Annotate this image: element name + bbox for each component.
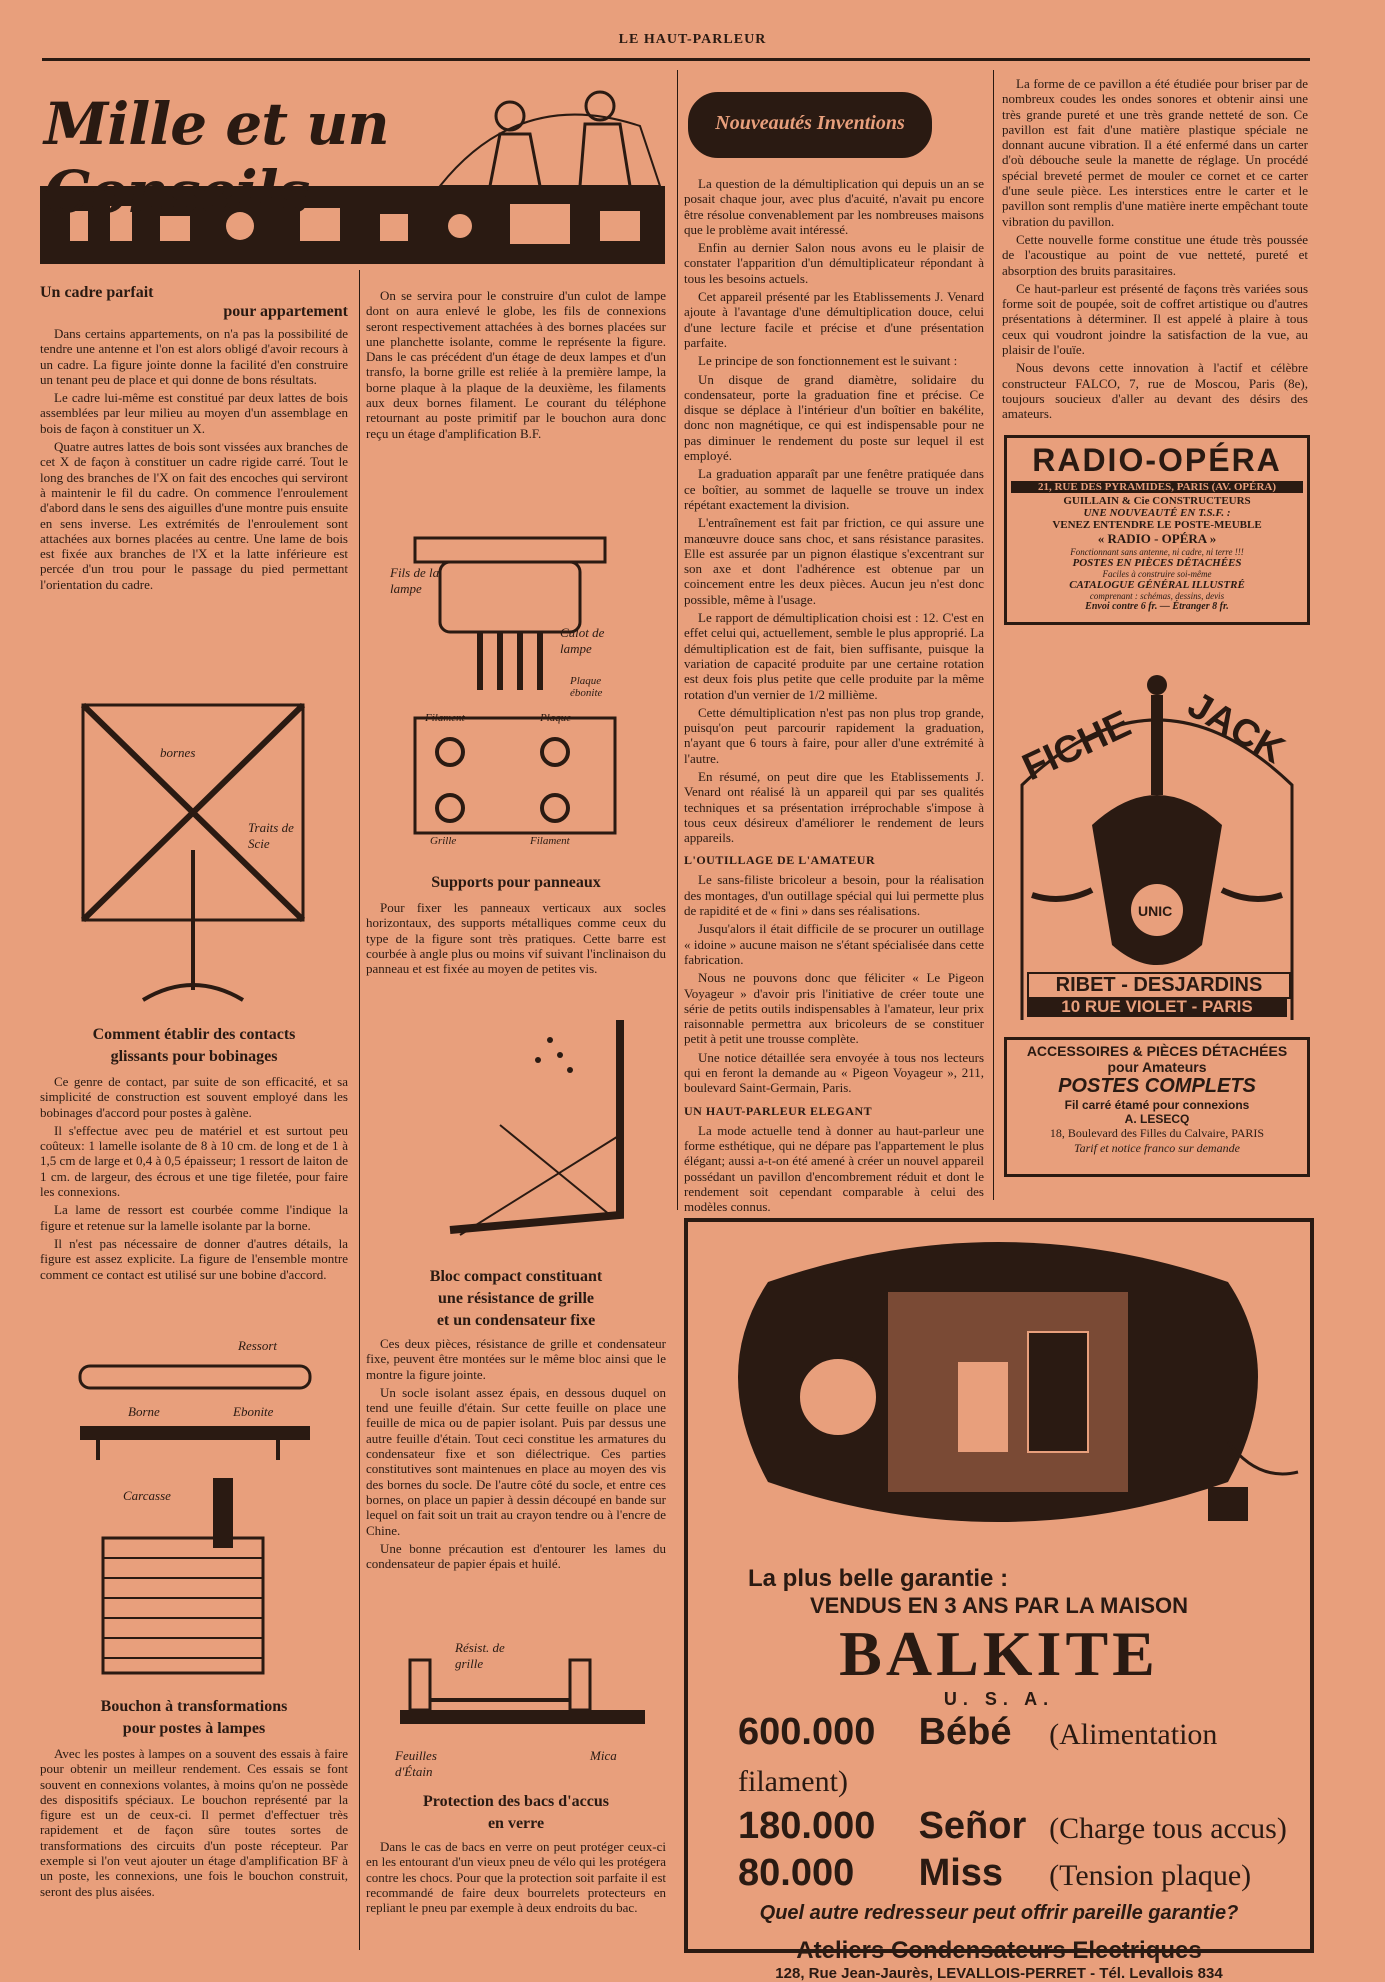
paragraph: On se servira pour le construire d'un culot de lampe dont on aura enlevé le globe, les fils de connexions seront respectivement attachées à des bornes placées sur une planchette isolante, comme le représente la figure. Dans le cas précédent d'un étage de deux lampes et d'un transfo, la borne grille est reliée à la première lampe, la borne plaque à la plaque de la deuxième, les filaments aux deux bornes filament. Le courant du téléphone retournant au poste primitif par le bouchon aura donc reçu un étage d'amplification B.F.: [366, 288, 666, 441]
fig-label: Filament: [425, 712, 465, 724]
ad-line: A. LESECQ: [1124, 1112, 1190, 1126]
column-4: [1002, 76, 1308, 425]
article-title: Bouchon à transformations: [100, 1698, 288, 1715]
fig-label: Plaque ébonite: [570, 675, 603, 699]
paragraph: Le cadre lui-même est constitué par deux lattes de bois assemblées par leur milieu au moyen d'un assemblage en bois de façon à constituer un X.: [40, 390, 348, 436]
paragraph: Ce haut-parleur est présenté de façons très variées sous forme soit de poupée, soit de coffret artistique ou d'autres présentations à déterminer. Il est appelé à plaire à tous ceux qui voudront joindre la satisfaction de la vue, au plaisir de l'ouïe.: [1002, 280, 1308, 358]
fig-label: Carcasse: [123, 1488, 171, 1503]
fig-label: Traits de Scie: [248, 820, 294, 851]
paragraph: Pour fixer les panneaux verticaux aux socles horizontaux, des supports métalliques comme ceux du type de la figure sont très pratiques. Cette barre est courbée à angle plus ou moins vif suivant l'inclinaison du panneau et est fixée au moyen de petites vis.: [366, 900, 666, 977]
ad-line: ACCESSOIRES & PIÈCES DÉTACHÉES: [1026, 1043, 1288, 1059]
row-model: Señor: [918, 1805, 1027, 1847]
support-drawing: [420, 1015, 650, 1255]
row-model: Bébé: [918, 1711, 1012, 1753]
column-2-article-5: [366, 1268, 666, 1574]
column-1: [40, 284, 348, 595]
article-title: en verre: [487, 1815, 545, 1832]
balkite-row: [688, 1804, 1310, 1851]
column-2: [366, 288, 666, 444]
cadre-figure: [78, 700, 308, 1010]
paragraph: Ce genre de contact, par suite de son efficacité, et sa simplicité de construction est souvent employé dans les bobinages d'accord pour postes à galène.: [40, 1074, 348, 1120]
paragraph: La graduation apparaît par une fenêtre pratiquée dans ce boîtier, au sommet de laquelle se trouve un index répétant exactement la division.: [684, 466, 984, 512]
paragraph: Nous ne pouvons donc que féliciter « Le Pigeon Voyageur » d'avoir pris l'initiative de créer toute une série de petits outils indispensables à l'amateur, leur prix raisonnable permettra aux bricoleurs de se constituer petit à petit une trousse complète.: [684, 970, 984, 1047]
ad-word: JACK: [1180, 684, 1292, 773]
paragraph: Cette nouvelle forme constitue une étude très poussée de l'acoustique au point de vue netteté, pureté et absorption des bruits parasitaires.: [1002, 231, 1308, 278]
ad-line: Fil carré étamé pour connexions: [1064, 1098, 1250, 1112]
paragraph: Le sans-filiste bricoleur a besoin, pour la réalisation des montages, d'un outillage spécial qui lui permette plus de rapidité et de « fini » dans ses réalisations.: [684, 872, 984, 919]
paragraph: Quatre autres lattes de bois sont vissées aux branches de cet X de façon à constituer un cadre rigide carré. Tout le long des branches de l'X on fait des encoches qui serviront à maintenir le fil du cadre. On commence l'enroulement d'abord dans le sens des aiguilles d'une montre puis ensuite en sens inverse. Les extrémités de l'enroulement sont attachées aux bornes placées au centre. Une lame de bois est fixée aux branches de l'X et la latte inférieure est percée d'un trou pour le passage du pied permettant l'orientation du cadre.: [40, 439, 348, 592]
paragraph: En résumé, on peut dire que les Etablissements J. Venard ont réalisé là un appareil qui par ses qualités techniques et sa présentation irréprochable s'impose à tous ceux désireux d'améliorer le rendement de leurs appareils.: [684, 768, 984, 846]
ad-line: Faciles à construire soi-même: [1102, 569, 1212, 579]
contacts-drawing: [78, 1338, 318, 1678]
ad-word: FICHE: [1016, 702, 1138, 790]
column-2-article-6: [366, 1793, 666, 1918]
ad-address: 128, Rue Jean-Jaurès, LEVALLOIS-PERRET - Tél. Levallois 834: [775, 1965, 1223, 1982]
article-title: Protection des bacs d'accus: [423, 1793, 609, 1810]
ad-line: 10 RUE VIOLET - PARIS: [1027, 997, 1287, 1017]
column-rule: [993, 70, 994, 1200]
ad-line: UNE NOUVEAUTÉ EN T.S.F. :: [1083, 507, 1231, 519]
balkite-row: [688, 1851, 1310, 1898]
row-desc: (Tension plaque): [1049, 1859, 1252, 1892]
paragraph: La lame de ressort est courbée comme l'indique la figure et retenue sur la lamelle isolante par la borne.: [40, 1202, 348, 1233]
paragraph: Le principe de son fonctionnement est le suivant :: [698, 353, 958, 369]
ad-maker: Ateliers Condensateurs Electriques: [796, 1937, 1202, 1964]
ad-address: 21, RUE DES PYRAMIDES, PARIS (AV. OPÉRA): [1011, 481, 1303, 493]
ad-brand: BALKITE: [839, 1618, 1159, 1689]
row-qty: 180.000: [738, 1805, 876, 1847]
fig-label: Borne: [128, 1404, 160, 1419]
paragraph: La forme de ce pavillon a été étudiée pour briser par de nombreux coudes les ondes sonores et obtenir ainsi une très grande pureté et une très grande netteté de son. Ce pavillon est fait d'une matière plastique spéciale ne donnant aucune vibration. Il a été enfermé dans un carter d'où débouche seule la manette de réglage. Un procédé spécial breveté permet de mouler ce cornet et ce carter d'une seule pièce. Les interstices entre le carter et le pavillon sont remplis d'une matière inerte empêchant toute vibration du pavillon.: [1002, 76, 1308, 229]
paragraph: Avec les postes à lampes on a souvent des essais à faire pour obtenir un meilleur rendement. Ces essais se font souvent en connexions volantes, à moins qu'on ne possède des dispositifs spéciaux. Le bouchon représenté par la figure est un de ceux-ci. Il permet d'effectuer très rapidement et de façon sûre toutes sortes de transformations des circuits d'un poste récepteur. Par exemple si l'on veut ajouter un étage d'amplification BF à un poste, les connexions, une fois le bouchon construit, seront des plus aisées.: [40, 1746, 348, 1899]
ad-line: « RADIO - OPÉRA »: [1097, 531, 1217, 546]
bouchon-figure: [390, 490, 630, 860]
paragraph: Dans certains appartements, on n'a pas la possibilité de tendre une antenne et l'on est alors obligé d'avoir recours à un cadre. La figure jointe donne la facilité d'en construire un tenant peu de place et qui donne de bons résultats.: [40, 326, 348, 387]
column-rule: [359, 270, 360, 1950]
fiche-jack-ad: [1012, 645, 1302, 1020]
row-desc: (Alimentation filament): [738, 1718, 1218, 1798]
paragraph: Un disque de grand diamètre, solidaire du condensateur, porte la graduation fine et précise. Ce disque se déplace à l'intérieur d'un boîtier en bakélite, donc non magnétique, ce qui est indispensable pour ne pas diminuer le rendement du poste sur lequel il est employé.: [684, 371, 984, 464]
row-desc: (Charge tous accus): [1049, 1812, 1287, 1845]
fig-label: Fils de la lampe: [390, 565, 440, 596]
row-model: Miss: [918, 1852, 1004, 1894]
fig-label: Ebonite: [233, 1404, 274, 1419]
banner-title: Mille et un Conseils: [44, 90, 389, 226]
radio-opera-ad: [1004, 435, 1310, 625]
paragraph: Cet appareil présenté par les Etablissements J. Venard ajoute à l'avantage d'une démultiplication douce, celui d'une lecture facile et précise et d'une présentation parfaite.: [684, 289, 984, 350]
column-3: [684, 176, 984, 1217]
fig-label: Filament: [530, 835, 570, 847]
ad-line: POSTES EN PIÈCES DÉTACHÉES: [1072, 557, 1242, 569]
fig-label: Mica: [590, 1748, 617, 1763]
lesecq-ad: [1004, 1037, 1310, 1177]
section-title: L'OUTILLAGE DE L'AMATEUR: [684, 853, 876, 868]
running-head: LE HAUT-PARLEUR: [618, 32, 767, 47]
article-title: pour postes à lampes: [122, 1720, 266, 1737]
ad-line: Tarif et notice franco sur demande: [1074, 1141, 1240, 1155]
ad-line: VENEZ ENTENDRE LE POSTE-MEUBLE: [1052, 519, 1262, 531]
balkite-loudspeaker-illustration: [688, 1222, 1310, 1567]
paragraph: Il n'est pas nécessaire de donner d'autres détails, la figure est assez explicite. La figure de l'ensemble montre comment ce contact est utilisé sur une bobine d'accord.: [40, 1235, 348, 1282]
column-1-article-2: [40, 1026, 348, 1285]
paragraph: Le rapport de démultiplication choisi est : 12. C'est en effet celui qui, actuellement, semble le plus approprié. La démultiplication est de fait, bien suffisante, puisque la variation de capacité produite par une certaine rotation est deux fois plus petite que celle produite par la même rotation d'un vernier de 1/2 millième.: [684, 610, 984, 702]
ad-line: pour Amateurs: [1107, 1059, 1207, 1075]
paragraph: La mode actuelle tend à donner au haut-parleur une forme esthétique, qui ne dépare pas l'appartement le plus élégant; aussi a-t-on été amené à créer un nouvel appareil possédant un pavillon d'encombrement réduit et dont le rendement soit cependant comparable à celui des modèles connus.: [684, 1122, 984, 1215]
paragraph: Il s'effectue avec peu de matériel et est surtout peu coûteux: 1 lamelle isolante de 8 à 10 cm. de long et de 1 à 1,5 cm de large et 0,4 à 0,5 épaisseur; 1 ressort de laiton de 1 cm. de largeur, des écrous et une tige filetée, pour faire les connexions.: [40, 1122, 348, 1200]
paragraph: Un socle isolant assez épais, en dessous duquel on tend une feuille d'étain. Sur cette feuille on place une feuille de mica ou de papier isolant. Puis par dessus une autre feuille d'étain. Tout ceci constitue les armatures du condensateur fixe et son diélectrique. Ces parties constitutives sont maintenues en place au moyen des vis des bornes du socle. De l'autre côté du socle, et entre ces bornes, on place un papier à dessin découpé en bande sur lequel on fait soit un trait au crayon tendre ou à l'encre de Chine.: [366, 1384, 666, 1538]
paragraph: Ces deux pièces, résistance de grille et condensateur fixe, peuvent être montées sur le même bloc ainsi que le montre la figure jointe.: [366, 1336, 666, 1382]
paragraph: L'entraînement est fait par friction, ce qui assure une manœuvre douce sans choc, et sans résistance parasites. Elle est assurée par un pignon élastique s'excentrant sur son axe et dont l'adhérence est obtenue par un coincement entre les deux pièces. Aucun jeu n'est donc possible, même à l'usage.: [684, 515, 984, 607]
column-rule: [677, 70, 678, 1210]
ad-line: 18, Boulevard des Filles du Calvaire, PARIS: [1049, 1126, 1265, 1140]
contacts-figure: [78, 1338, 318, 1678]
ad-line: RIBET - DESJARDINS: [1027, 972, 1291, 999]
article-title: pour appartement: [223, 303, 348, 320]
ad-country: U. S. A.: [943, 1689, 1055, 1709]
paragraph: Cette démultiplication n'est pas non plus trop grande, puisqu'on peut parcourir rapidement la graduation, n'ayant que 6 tours à faire, pour aller d'une extrémité à l'autre.: [684, 704, 984, 766]
article-title: Supports pour panneaux: [431, 874, 601, 891]
paragraph: Une notice détaillée sera envoyée à tous nos lecteurs qui en feront la demande au « Pigeon Voyageur », 211, boulevard Saint-Germain, Paris.: [684, 1049, 984, 1096]
fig-label: Grille: [430, 835, 457, 847]
paragraph: Nous devons cette innovation à l'actif et célèbre constructeur FALCO, 7, rue de Moscou, Paris (8e), toujours soucieux d'aller au devant des désirs des amateurs.: [1002, 360, 1308, 422]
fig-label: bornes: [160, 745, 196, 760]
balkite-row: [688, 1710, 1310, 1804]
fig-label: Ressort: [238, 1338, 277, 1353]
paragraph: Jusqu'alors il était difficile de se procurer un outillage « idoine » aucune maison ne s'étant spécialisée dans cette fabrication.: [684, 921, 984, 967]
mille-et-un-conseils-banner: [40, 86, 665, 264]
ad-question: Quel autre redresseur peut offrir pareille garantie?: [759, 1902, 1239, 1924]
nouveautes-inventions-badge: Nouveautés Inventions: [688, 92, 932, 158]
fig-label: Culot de lampe: [560, 625, 605, 656]
column-1-article-3: [40, 1698, 348, 1902]
paragraph: Enfin au dernier Salon nous avons eu le plaisir de constater l'apparition d'un démultiplicateur répondant à tous les besoins actuels.: [684, 240, 984, 286]
ad-headline: La plus belle garantie :: [748, 1565, 1009, 1592]
article-title: Un cadre parfait: [40, 284, 154, 301]
paragraph: La question de la démultiplication qui depuis un an se posait chaque jour, avec plus d'acuité, n'avait pu encore être résolue convenablement par les nombreuses maisons que le problème avait intéressé.: [684, 176, 984, 237]
ad-line: GUILLAIN & Cie CONSTRUCTEURS: [1063, 495, 1251, 507]
fig-label: Plaque: [540, 712, 572, 724]
header-rule: [42, 58, 1310, 61]
ad-badge: UNIC: [1138, 903, 1173, 919]
article-title: Comment établir des contacts: [92, 1026, 296, 1043]
paragraph: Une bonne précaution est d'entourer les lames du condensateur de papier épais et huilé.: [366, 1540, 666, 1572]
balkite-ad: [684, 1218, 1314, 1982]
support-figure: [420, 1015, 650, 1255]
ad-line: CATALOGUE GÉNÉRAL ILLUSTRÉ: [1069, 579, 1245, 591]
paragraph: Dans le cas de bacs en verre on peut protéger ceux-ci en les entourant d'un vieux pneu de vélo qui les protégera contre les chocs. Pour que la protection soit parfaite il est recommandé de faire deux bourrelets protecteurs en repliant le pneu par exemple à deux endroits du bac.: [366, 1839, 666, 1916]
row-qty: 80.000: [738, 1852, 855, 1894]
row-qty: 600.000: [738, 1711, 876, 1753]
ad-subhead: VENDUS EN 3 ANS PAR LA MAISON: [809, 1593, 1189, 1618]
fiche-jack-drawing: [1012, 645, 1302, 1020]
article-title: Bloc compact constituant: [429, 1268, 603, 1285]
ad-title: RADIO-OPÉRA: [1032, 442, 1282, 478]
article-title: et un condensateur fixe: [436, 1312, 596, 1329]
ad-line: POSTES COMPLETS: [1058, 1075, 1256, 1097]
column-2-article-4: [366, 874, 666, 979]
fig-label: Résist. de grille: [455, 1640, 505, 1671]
resistance-figure: [385, 1640, 655, 1795]
article-title: une résistance de grille: [438, 1290, 594, 1307]
section-title: UN HAUT-PARLEUR ELEGANT: [684, 1103, 873, 1118]
ad-line: comprenant : schémas, dessins, devis: [1089, 591, 1225, 601]
article-title: glissants pour bobinages: [110, 1048, 278, 1065]
balkite-text: [688, 1565, 1310, 1982]
fig-label: Feuilles d'Étain: [395, 1748, 437, 1779]
ad-line: Fonctionnant sans antenne, ni cadre, ni terre !!!: [1070, 547, 1244, 557]
ad-line: Envoi contre 6 fr. — Étranger 8 fr.: [1085, 601, 1229, 612]
